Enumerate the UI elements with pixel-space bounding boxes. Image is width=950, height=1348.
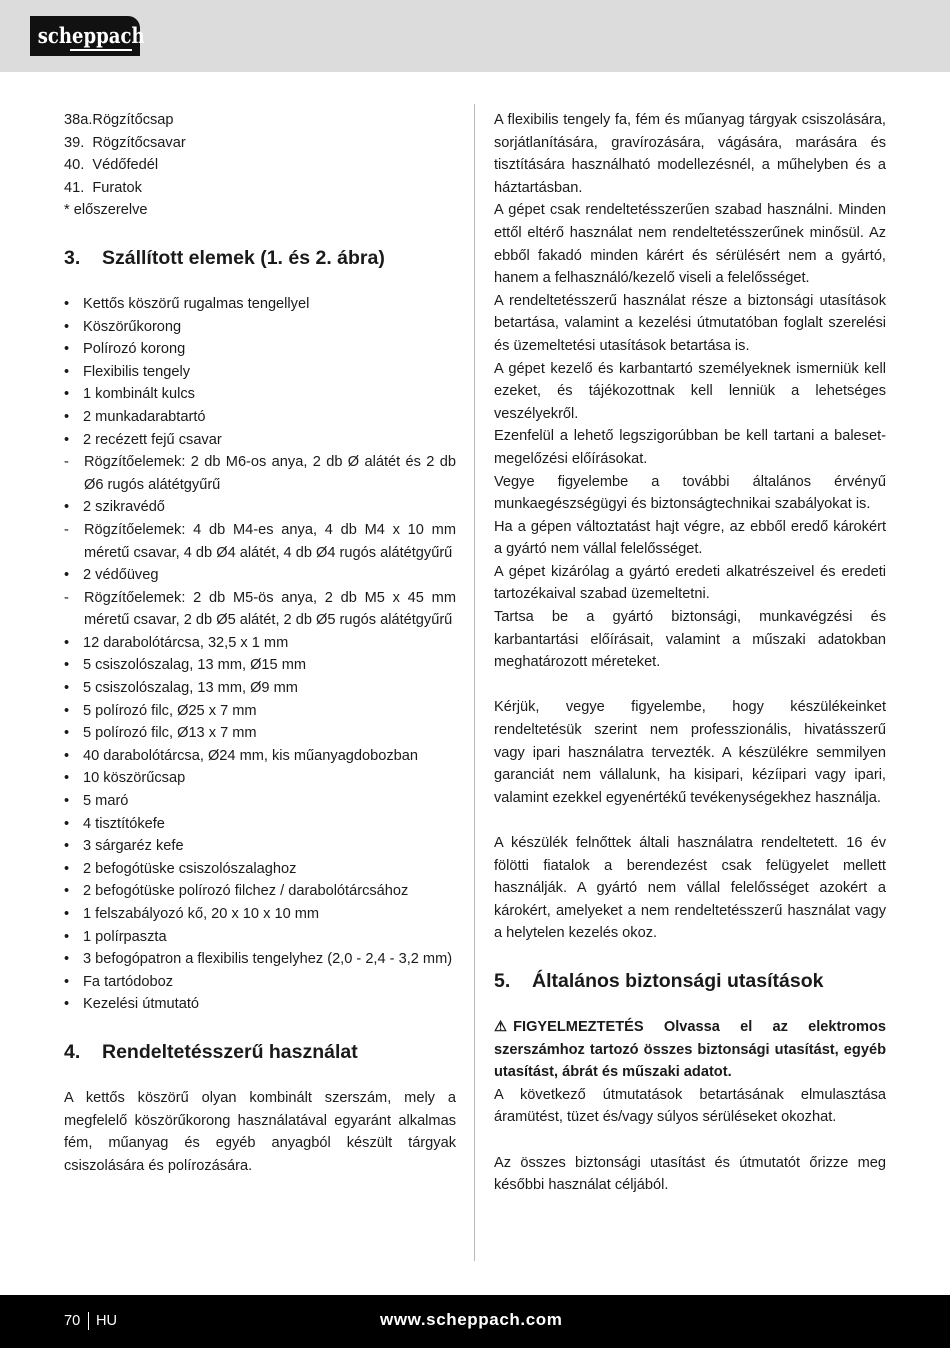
paragraph: Ha a gépen változtatást hajt végre, az ebből eredő károkért a gyártó nem vállal felelősséget.	[494, 518, 886, 558]
logo-text: scheppach	[37, 23, 145, 48]
spacer	[494, 1129, 886, 1152]
list-item: • Polírozó korong	[64, 338, 456, 361]
warning-text: FIGYELMEZTETÉS Olvassa el az elektromos szerszámhoz tartozó összes biztonsági utasítást, egyéb utasítást, ábrát és műszaki adatot.	[494, 1018, 886, 1081]
delivery-items-list	[64, 632, 456, 1016]
list-item: • 1 kombinált kulcs	[64, 383, 456, 406]
paragraph: A gépet kizárólag a gyártó eredeti alkatrészeivel és eredeti tartozékaival szabad üzemeltetni.	[494, 563, 886, 603]
sub-list	[64, 587, 456, 632]
section-number: 3.	[64, 246, 81, 269]
list-item: • 2 befogótüske csiszolószalaghoz	[64, 858, 456, 881]
delivery-items-list	[64, 293, 456, 451]
spacer	[494, 674, 886, 697]
list-item: • Köszörűkorong	[64, 316, 456, 339]
list-item: • Kezelési útmutató	[64, 993, 456, 1016]
part-item: 41. Furatok	[64, 179, 142, 196]
page-header	[0, 0, 950, 72]
list-item: • 10 köszörűcsap	[64, 767, 456, 790]
footer-separator	[88, 1312, 89, 1330]
section-title: Szállított elemek (1. és 2. ábra)	[102, 246, 385, 269]
part-item: 39. Rögzítőcsavar	[64, 134, 186, 151]
spacer	[494, 809, 886, 832]
right-column	[494, 109, 886, 1197]
paragraph: A gépet csak rendeltetésszerűen szabad használni. Minden ettől eltérő használat nem rendeltetésszerűnek minősül. Az ebből fakadó minden kárért és sérülésért nem a gyártó, hanem a felhasználó/kezelő viseli a felelősséget.	[494, 202, 886, 287]
list-item: • 4 tisztítókefe	[64, 813, 456, 836]
list-item: • 12 darabolótárcsa, 32,5 x 1 mm	[64, 632, 456, 655]
list-item: • 3 befogópatron a flexibilis tengelyhez (2,0 - 2,4 - 3,2 mm)	[64, 948, 456, 971]
delivery-items-list	[64, 496, 456, 519]
sub-list-item: - Rögzítőelemek: 2 db M6-os anya, 2 db Ø alátét és 2 db Ø6 rugós alátétgyűrű	[64, 451, 456, 496]
list-item: • 2 munkadarabtartó	[64, 406, 456, 429]
list-item: • 5 csiszolószalag, 13 mm, Ø15 mm	[64, 654, 456, 677]
section-title: Rendeltetésszerű használat	[102, 1040, 358, 1063]
part-item: 40. Védőfedél	[64, 157, 159, 174]
warning-consequence: A következő útmutatások betartásának elmulasztása áramütést, tüzet és/vagy súlyos sérüléseket okozhat.	[494, 1086, 886, 1126]
list-item: • Fa tartódoboz	[64, 971, 456, 994]
list-item: • 3 sárgaréz kefe	[64, 835, 456, 858]
list-item: • 2 befogótüske polírozó filchez / darabolótárcsához	[64, 880, 456, 903]
list-item: • 5 maró	[64, 790, 456, 813]
sub-list	[64, 519, 456, 564]
paragraph: Vegye figyelembe a további általános érvényű munkaegészségügyi és biztonságtechnikai szabályokat is.	[494, 473, 886, 513]
preassembled-note: * előszerelve	[64, 202, 148, 219]
logo-underline	[70, 49, 132, 51]
list-item: • 5 polírozó filc, Ø13 x 7 mm	[64, 722, 456, 745]
list-item: • 2 védőüveg	[64, 564, 456, 587]
column-divider	[474, 104, 475, 1261]
list-item: • 5 csiszolószalag, 13 mm, Ø9 mm	[64, 677, 456, 700]
list-item: • Kettős köszörű rugalmas tengellyel	[64, 293, 456, 316]
intended-use-paragraph: A kettős köszörű olyan kombinált szerszám, mely a megfelelő köszörűkorong használatával egyaránt alkalmas fém, műanyag és egyéb anyagból készült tárgyak csiszolására és polírozására.	[64, 1089, 456, 1174]
sub-list	[64, 451, 456, 496]
warning-block	[494, 1016, 886, 1084]
section-number: 5.	[494, 969, 511, 992]
delivery-items-list	[64, 564, 456, 587]
part-item: 38a.Rögzítőcsap	[64, 112, 174, 128]
section-title: Általános biztonsági utasítások	[532, 969, 824, 992]
paragraph: A flexibilis tengely fa, fém és műanyag tárgyak csiszolására, sorjátlanítására, gravírozására, vágására, marására és tisztítására használható modellezésnél, a műhelyben és a háztartásban.	[494, 112, 886, 196]
list-item: • Flexibilis tengely	[64, 361, 456, 384]
language-code: HU	[96, 1313, 118, 1329]
left-column	[64, 109, 456, 1177]
sub-list-item: - Rögzítőelemek: 4 db M4-es anya, 4 db M4 x 10 mm méretű csavar, 4 db Ø4 alátét, 4 db Ø4 rugós alátétgyűrű	[64, 519, 456, 564]
paragraph: Tartsa be a gyártó biztonsági, munkavégzési és karbantartási előírásait, valamint a műszaki adatokban meghatározott méreteket.	[494, 609, 886, 671]
paragraph: Ezenfelül a lehető legszigorúbban be kell tartani a baleset-megelőzési előírásokat.	[494, 428, 886, 467]
warning-triangle-icon: ⚠	[494, 1018, 508, 1035]
section-4-heading	[64, 1039, 456, 1065]
professional-use-note: Kérjük, vegye figyelembe, hogy készülékeinket rendeltetésük szerint nem professzionális, hivatásszerű vagy ipari használatra tervezték. A készülékre semmilyen garanciát nem vállalunk, ha kisipari, kézíipari vagy ipari, valamint ezekkel egyenértékű tevékenységekhez használja.	[494, 699, 886, 806]
parts-list-continued	[64, 109, 456, 222]
sub-list-item: - Rögzítőelemek: 2 db M5-ös anya, 2 db M5 x 45 mm méretű csavar, 2 db Ø5 alátét, 2 db Ø5 rugós alátétgyűrű	[64, 587, 456, 632]
website-link[interactable]: www.scheppach.com	[380, 1310, 563, 1329]
page-footer	[0, 1295, 950, 1348]
page-number: 70	[64, 1313, 81, 1329]
scheppach-logo	[30, 16, 145, 56]
section-5-heading	[494, 968, 886, 994]
list-item: • 2 recézett fejű csavar	[64, 429, 456, 452]
list-item: • 1 felszabályozó kő, 20 x 10 x 10 mm	[64, 903, 456, 926]
adult-use-note: A készülék felnőttek általi használatra rendeltetett. 16 év fölötti fiatalok a berendezést csak felügyelet mellett használják. A gyártó nem vállal felelősséget azokért a károkért, amelyeket a nem rendeltetésszerű használat vagy a helytelen kezelés okoz.	[494, 835, 886, 942]
list-item: • 2 szikravédő	[64, 496, 456, 519]
paragraph: A gépet kezelő és karbantartó személyeknek ismerniük kell ezeket, és tájékozottnak kell lenniük a lehetséges veszélyekről.	[494, 360, 886, 422]
keep-instructions-note: Az összes biztonsági utasítást és útmutatót őrizze meg későbbi használat céljából.	[494, 1154, 886, 1194]
list-item: • 5 polírozó filc, Ø25 x 7 mm	[64, 700, 456, 723]
list-item: • 40 darabolótárcsa, Ø24 mm, kis műanyagdobozban	[64, 745, 456, 768]
paragraph: A rendeltetésszerű használat része a biztonsági utasítások betartása, valamint a kezelési útmutatóban foglalt szerelési és üzemeltetési utasítások betartása is.	[494, 292, 886, 354]
list-item: • 1 polírpaszta	[64, 926, 456, 949]
section-3-heading	[64, 245, 456, 271]
section-number: 4.	[64, 1040, 81, 1063]
